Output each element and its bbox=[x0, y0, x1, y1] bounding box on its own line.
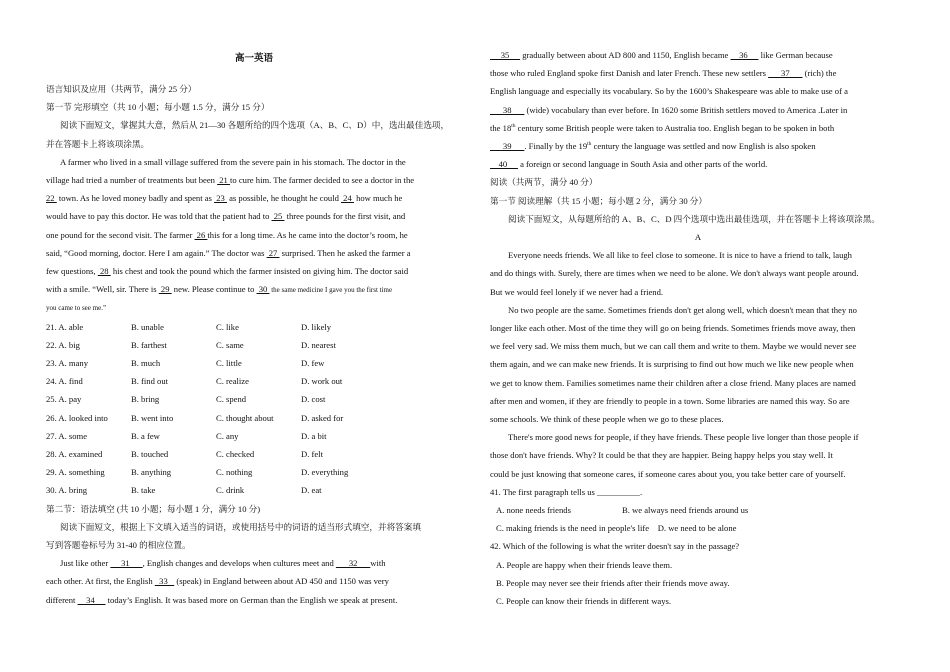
option-text: C. same bbox=[216, 339, 244, 350]
option-text: 26. A. looked into bbox=[46, 412, 108, 423]
option-row bbox=[46, 336, 462, 354]
blank-22: 22 bbox=[46, 193, 57, 204]
option-row bbox=[46, 318, 462, 336]
option-row bbox=[46, 481, 462, 499]
option-text: 27. A. some bbox=[46, 430, 88, 441]
cloze-line: 22 town. As he loved money badly and spent as 23 as possible, he thought he could 24 how much he bbox=[46, 193, 403, 204]
blank-31: 31 bbox=[110, 558, 143, 569]
section-heading-reading: 阅读（共两节，满分 40 分） bbox=[490, 177, 598, 188]
part1-instructions: 阅读下面短文，掌握其大意，然后从 21—30 各题所给的四个选项（A、B、C、D）中，选出最佳选项， bbox=[60, 120, 450, 131]
question-41-options: A. none needs friends B. we always need friends around us bbox=[496, 505, 749, 516]
cloze-line: would have to pay this doctor. He was told that the patient had to 25 three pounds for the first visit, and bbox=[46, 211, 406, 222]
option-text: B. unable bbox=[131, 321, 164, 332]
passage-line: we feel very sad. We miss them much, but we can call them and write to them. Maybe we would never see bbox=[490, 341, 857, 352]
grammar-line: 35 gradually between about AD 800 and 1150, English became 36 like German because bbox=[490, 50, 833, 60]
grammar-line: those who ruled England spoke first Danish and later French. These new settlers 37 (rich) the bbox=[490, 68, 837, 79]
option-text: 28. A. examined bbox=[46, 449, 103, 460]
blank-27: 27 bbox=[266, 247, 280, 258]
option-text: B. anything bbox=[131, 467, 172, 478]
option-text: B. take bbox=[131, 485, 156, 496]
question-42: 42. Which of the following is what the writer doesn't say in the passage? bbox=[490, 541, 740, 552]
cloze-line: few questions, 28 his chest and took the pound which the farmer insisted on giving him. The doctor said bbox=[46, 266, 409, 277]
grammar-line: the 18th century some British people were taken to Australia too. English began to be spoken in both bbox=[490, 122, 835, 133]
option-text: 30. A. bring bbox=[46, 485, 88, 496]
passage-line: some schools. We think of these people when we go to these places. bbox=[490, 414, 724, 425]
cloze-line: one pound for the second visit. The farmer 26 this for a long time. As he came into the doctor’s room, he bbox=[46, 229, 408, 240]
passage-line: after men and women, if they are friendly to people in a town. Some libraries are named this way. So are bbox=[490, 395, 850, 406]
option-text: C. drink bbox=[216, 485, 245, 496]
cloze-line: A farmer who lived in a small village suffered from the severe pain in his stomach. The doctor in the bbox=[60, 156, 406, 167]
option-text: C. like bbox=[216, 321, 239, 332]
question-41-options: C. making friends is the need in people's life D. we need to be alone bbox=[496, 523, 737, 534]
question-42-option: A. People are happy when their friends leave them. bbox=[496, 559, 673, 570]
option-text: D. eat bbox=[301, 485, 322, 496]
option-text: 21. A. able bbox=[46, 321, 84, 332]
option-text: D. few bbox=[301, 358, 325, 369]
passage-line: we get to know them. Families sometimes name their children after a close friend. Many places are named bbox=[490, 377, 856, 388]
passage-line: could be just knowing that someone cares, if someone cares about you, you take better care of yourself. bbox=[490, 468, 846, 479]
part2-instructions: 阅读下面短文，根据上下文填入适当的词语，或使用括号中的词语的适当形式填空，并将答案填 bbox=[60, 521, 421, 532]
option-row bbox=[46, 409, 462, 427]
question-42-option: B. People may never see their friends after their friends move away. bbox=[496, 577, 730, 588]
passage-line: There's more good news for people, if they have friends. These people live longer than those people if bbox=[508, 432, 859, 443]
passage-line: them again, and we can make new friends. It is surprising to find out how much we like new people when bbox=[490, 359, 854, 370]
blank-21: 21 bbox=[217, 175, 230, 186]
section-heading-language: 语言知识及应用（共两节，满分 25 分） bbox=[46, 84, 197, 94]
option-text: C. checked bbox=[216, 449, 255, 460]
option-text: C. spend bbox=[216, 394, 247, 405]
cloze-line: said, “Good morning, doctor. Here I am again.” The doctor was 27 surprised. Then he asked the farmer a bbox=[46, 247, 411, 258]
passage-label: A bbox=[694, 232, 702, 243]
cloze-options bbox=[46, 318, 462, 500]
cloze-line: with a smile. “Well, sir. There is 29 new. Please continue to 30 the same medicine I gave you the first time bbox=[46, 284, 393, 295]
blank-25: 25 bbox=[271, 211, 285, 222]
cloze-line: village had tried a number of treatments but been 21 to cure him. The farmer decided to see a doctor in the bbox=[46, 175, 415, 186]
passage-line: No two people are the same. Sometimes friends don't get along well, which doesn't mean that they no bbox=[508, 304, 857, 315]
part1-heading: 第一节 完形填空（共 10 小题；每小题 1.5 分，满分 15 分） bbox=[46, 102, 270, 113]
option-text: D. felt bbox=[301, 449, 323, 460]
option-text: D. nearest bbox=[301, 339, 336, 350]
option-row bbox=[46, 372, 462, 390]
blank-29: 29 bbox=[158, 284, 172, 295]
question-42-option: C. People can know their friends in different ways. bbox=[496, 596, 672, 607]
option-text: C. little bbox=[216, 358, 242, 369]
right-column bbox=[490, 46, 906, 610]
blank-23: 23 bbox=[214, 193, 227, 204]
blank-33: 33 bbox=[154, 576, 175, 587]
option-text: D. everything bbox=[301, 467, 349, 478]
option-text: C. realize bbox=[216, 376, 249, 387]
option-text: 29. A. something bbox=[46, 467, 105, 478]
option-text: D. a bit bbox=[301, 430, 327, 441]
option-text: 22. A. big bbox=[46, 339, 80, 350]
grammar-line: English language and especially its vocabulary. So by the 1600’s Shakespeare was able to make use of a bbox=[490, 86, 848, 97]
blank-37: 37 bbox=[768, 68, 803, 79]
option-text: C. nothing bbox=[216, 467, 253, 478]
grammar-line: 39 . Finally by the 19th century the language was settled and now English is also spoken bbox=[490, 141, 816, 152]
passage-line: and do things with. Surely, there are times when we need to be alone. We don't always want people around. bbox=[490, 268, 859, 279]
option-text: D. work out bbox=[301, 376, 343, 387]
option-text: 23. A. many bbox=[46, 358, 89, 369]
grammar-line: Just like other 31 , English changes and develops when cultures meet and 32 with bbox=[60, 558, 386, 569]
option-row bbox=[46, 445, 462, 463]
option-text: D. likely bbox=[301, 321, 332, 332]
blank-36: 36 bbox=[730, 50, 759, 60]
blank-38: 38 bbox=[490, 104, 525, 115]
page-title: 高一英语 bbox=[234, 54, 273, 64]
option-text: B. much bbox=[131, 358, 161, 369]
part2-heading: 第二节：语法填空 (共 10 小题；每小题 1 分，满分 10 分) bbox=[46, 503, 261, 514]
option-row bbox=[46, 463, 462, 481]
part1-instructions-cont: 并在答题卡上将该项涂黑。 bbox=[46, 138, 150, 149]
passage-line: Everyone needs friends. We all like to feel close to someone. It is nice to have a friend to talk, laugh bbox=[508, 250, 852, 261]
grammar-line: 40 a foreign or second language in South Asia and other parts of the world. bbox=[490, 159, 768, 170]
option-row bbox=[46, 427, 462, 445]
blank-40: 40 bbox=[490, 159, 518, 170]
option-text: C. any bbox=[216, 430, 239, 441]
cloze-passage bbox=[46, 153, 462, 318]
reading-part-heading: 第一节 阅读理解（共 15 小题；每小题 2 分，满分 30 分） bbox=[490, 195, 707, 206]
question-41: 41. The first paragraph tells us __________. bbox=[490, 486, 643, 497]
option-text: B. bring bbox=[131, 394, 160, 405]
reading-instructions: 阅读下面短文，从每题所给的 A、B、C、D 四个选项中选出最佳选项，并在答题卡上将该项涂黑。 bbox=[508, 213, 880, 224]
blank-39: 39 bbox=[490, 141, 525, 152]
grammar-passage bbox=[46, 554, 462, 609]
left-column bbox=[46, 80, 462, 609]
cloze-line: you came to see me.” bbox=[46, 304, 107, 313]
part2-instructions-cont: 写到答题卷标号为 31-40 的相应位置。 bbox=[46, 540, 191, 551]
passage-line: those don't have friends. Why? It could be that they are happier. Being happy helps you stay well. It bbox=[490, 450, 833, 461]
passage-line: But we would feel lonely if we never had a friend. bbox=[490, 286, 664, 297]
option-text: 25. A. pay bbox=[46, 394, 82, 405]
reading-passage bbox=[490, 246, 906, 483]
blank-24: 24 bbox=[341, 193, 354, 204]
option-text: B. touched bbox=[131, 449, 169, 460]
option-text: C. thought about bbox=[216, 412, 274, 423]
grammar-line: each other. At first, the English 33 (speak) in England between about AD 450 and 1150 was very bbox=[46, 576, 389, 587]
option-text: B. farthest bbox=[131, 339, 167, 350]
grammar-line: 38 (wide) vocabulary than ever before. In 1620 some British settlers moved to America .Later in bbox=[490, 104, 848, 115]
option-text: D. cost bbox=[301, 394, 326, 405]
blank-28: 28 bbox=[97, 266, 111, 277]
option-text: D. asked for bbox=[301, 412, 344, 423]
blank-30: 30 bbox=[256, 284, 270, 295]
option-text: B. find out bbox=[131, 376, 169, 387]
option-text: B. went into bbox=[131, 412, 174, 423]
option-row bbox=[46, 354, 462, 372]
blank-26: 26 bbox=[194, 229, 208, 240]
blank-35: 35 bbox=[490, 50, 521, 60]
option-text: B. a few bbox=[131, 430, 160, 441]
blank-34: 34 bbox=[77, 594, 106, 605]
grammar-line: different 34 today’s English. It was based more on German than the English we speak at present. bbox=[46, 594, 398, 605]
blank-32: 32 bbox=[335, 558, 371, 569]
option-text: 24. A. find bbox=[46, 376, 83, 387]
option-row bbox=[46, 390, 462, 408]
passage-line: longer like each other. Most of the time they will go on being friends. Sometimes friends move away, then bbox=[490, 323, 856, 334]
